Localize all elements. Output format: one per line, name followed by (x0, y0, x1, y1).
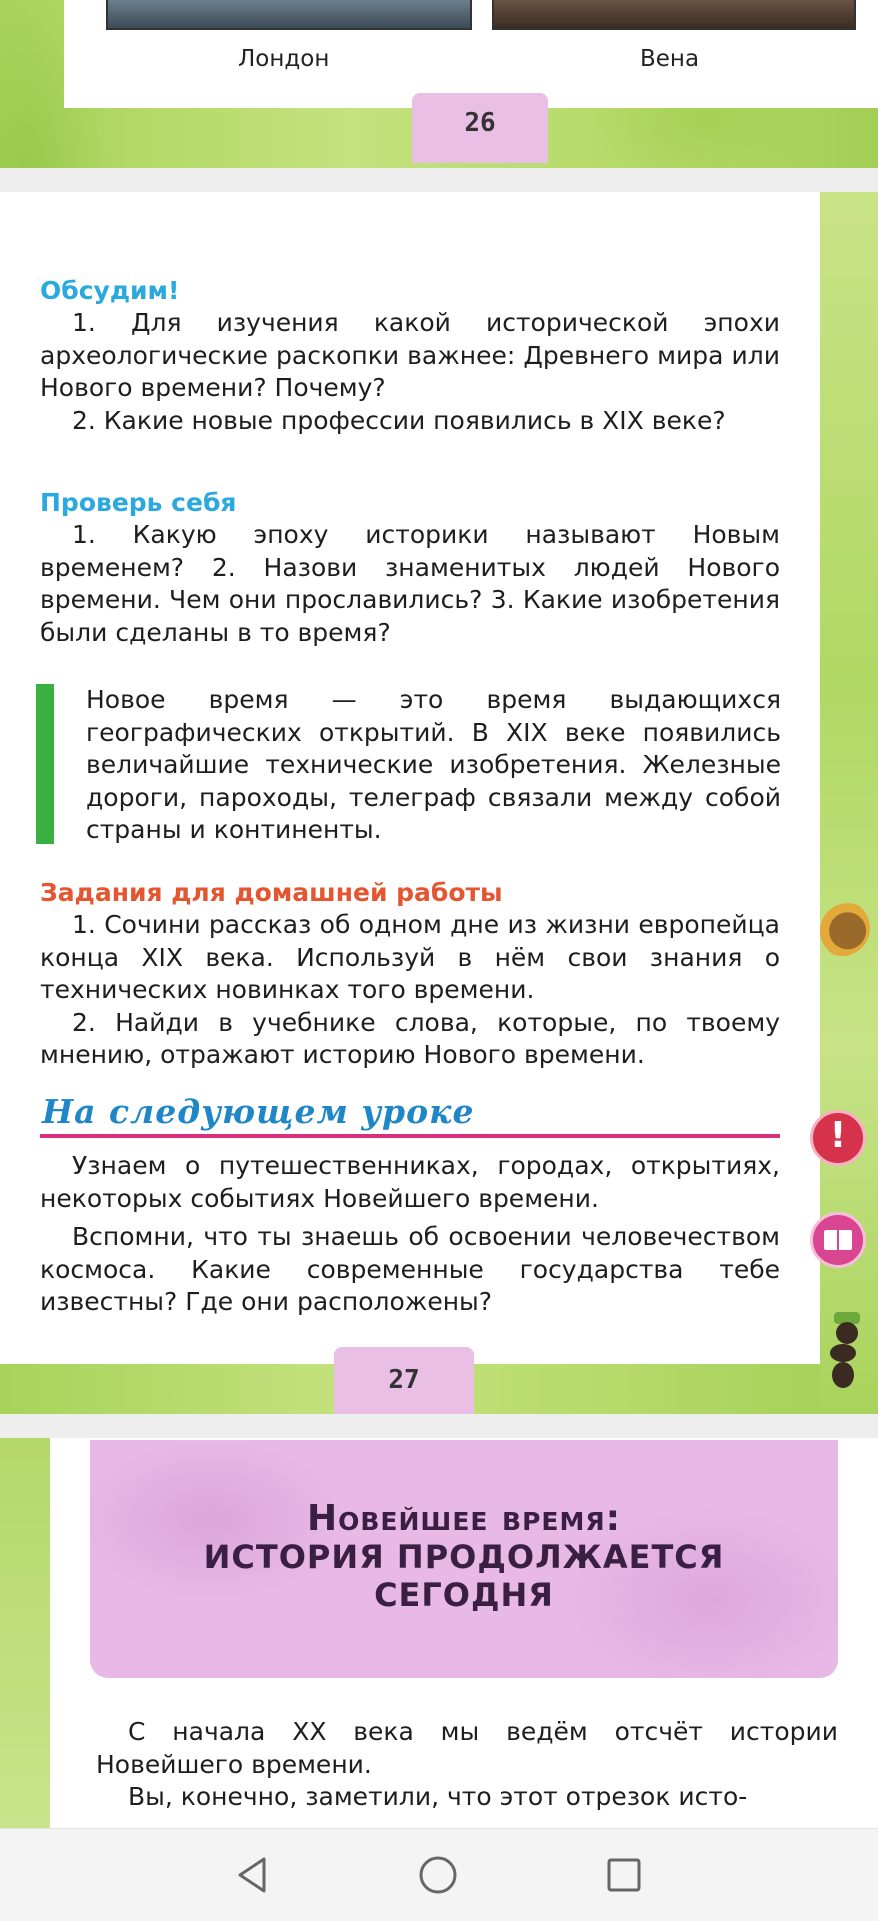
homework-item-2: 2. Найди в учебнике слова, которые, по твоему мнению, отражают историю Нового времени. (40, 1007, 780, 1069)
circle-home-icon[interactable] (416, 1853, 460, 1897)
next-lesson-body (40, 1150, 780, 1319)
homework-section (40, 878, 780, 1072)
check-heading: Проверь себя (40, 488, 237, 517)
rule-box (36, 684, 781, 856)
chapter-title-line-3: СЕГОДНЯ (374, 1576, 554, 1614)
rule-text: Новое время — это время выдающихся географических открытий. В XIX веке появились величайшие технические изобретения. Железные дороги, пароходы, телеграф связали между собой страны и континенты. (86, 685, 781, 844)
intro-paragraph-1: С начала XX века мы ведём отсчёт истории Новейшего времени. (96, 1717, 838, 1779)
page-number-27: 27 (334, 1347, 474, 1414)
page-number-26: 26 (412, 93, 548, 163)
check-text: 1. Какую эпоху историки называют Новым временем? 2. Назови знаменитых людей Нового времени. Чем они прославились? 3. Какие изобретения были сделаны в то время? (40, 520, 780, 647)
discuss-section (40, 276, 780, 437)
discuss-item-1: 1. Для изучения какой исторической эпохи археологические раскопки важнее: Древнего мира или Нового времени? Почему? (40, 308, 780, 402)
next-lesson-paragraph-2: Вспомни, что ты знаешь об освоении человечеством космоса. Какие современные государства тебе известны? Где они расположены? (40, 1222, 780, 1316)
check-yourself-section (40, 488, 780, 649)
next-lesson-underline (40, 1134, 780, 1138)
homework-heading: Задания для домашней работы (40, 878, 503, 907)
ant-icon (810, 1312, 870, 1392)
photo-vienna (492, 0, 856, 30)
chapter-title-line-2: ИСТОРИЯ ПРОДОЛЖАЕТСЯ (203, 1538, 725, 1576)
navigation-bar (0, 1828, 878, 1921)
triangle-back-icon[interactable] (230, 1853, 274, 1897)
intro-paragraph-2: Вы, конечно, заметили, что этот отрезок исто- (128, 1782, 748, 1811)
chapter-title (90, 1500, 838, 1614)
page-28 (0, 1438, 878, 1828)
book-icon (810, 1212, 866, 1268)
turtle-icon (814, 900, 870, 956)
chapter-title-plate (90, 1440, 838, 1678)
page-28-left-edge (0, 1438, 50, 1828)
page-separator (0, 1414, 878, 1438)
exclamation-icon (810, 1110, 866, 1166)
rule-bar (36, 684, 54, 844)
intro-text (96, 1716, 838, 1814)
page-separator (0, 168, 878, 192)
chapter-title-line-1: Новейшее время: (307, 1498, 621, 1539)
next-lesson-paragraph-1: Узнаем о путешественниках, городах, открытиях, некоторых событиях Новейшего времени. (40, 1151, 780, 1213)
next-lesson-heading: На следующем уроке (42, 1092, 475, 1131)
page-27 (0, 192, 878, 1414)
discuss-heading: Обсудим! (40, 276, 180, 305)
square-recent-icon[interactable] (602, 1853, 646, 1897)
homework-item-1: 1. Сочини рассказ об одном дне из жизни европейца конца XIX века. Используй в нём свои знания о технических новинках того времени. (40, 910, 780, 1004)
caption-vienna: Вена (640, 46, 700, 72)
discuss-item-2: 2. Какие новые профессии появились в XIX веке? (72, 405, 726, 435)
caption-london: Лондон (238, 46, 330, 72)
photo-london (106, 0, 472, 30)
next-lesson-header (40, 1092, 780, 1138)
page-26 (0, 0, 878, 168)
